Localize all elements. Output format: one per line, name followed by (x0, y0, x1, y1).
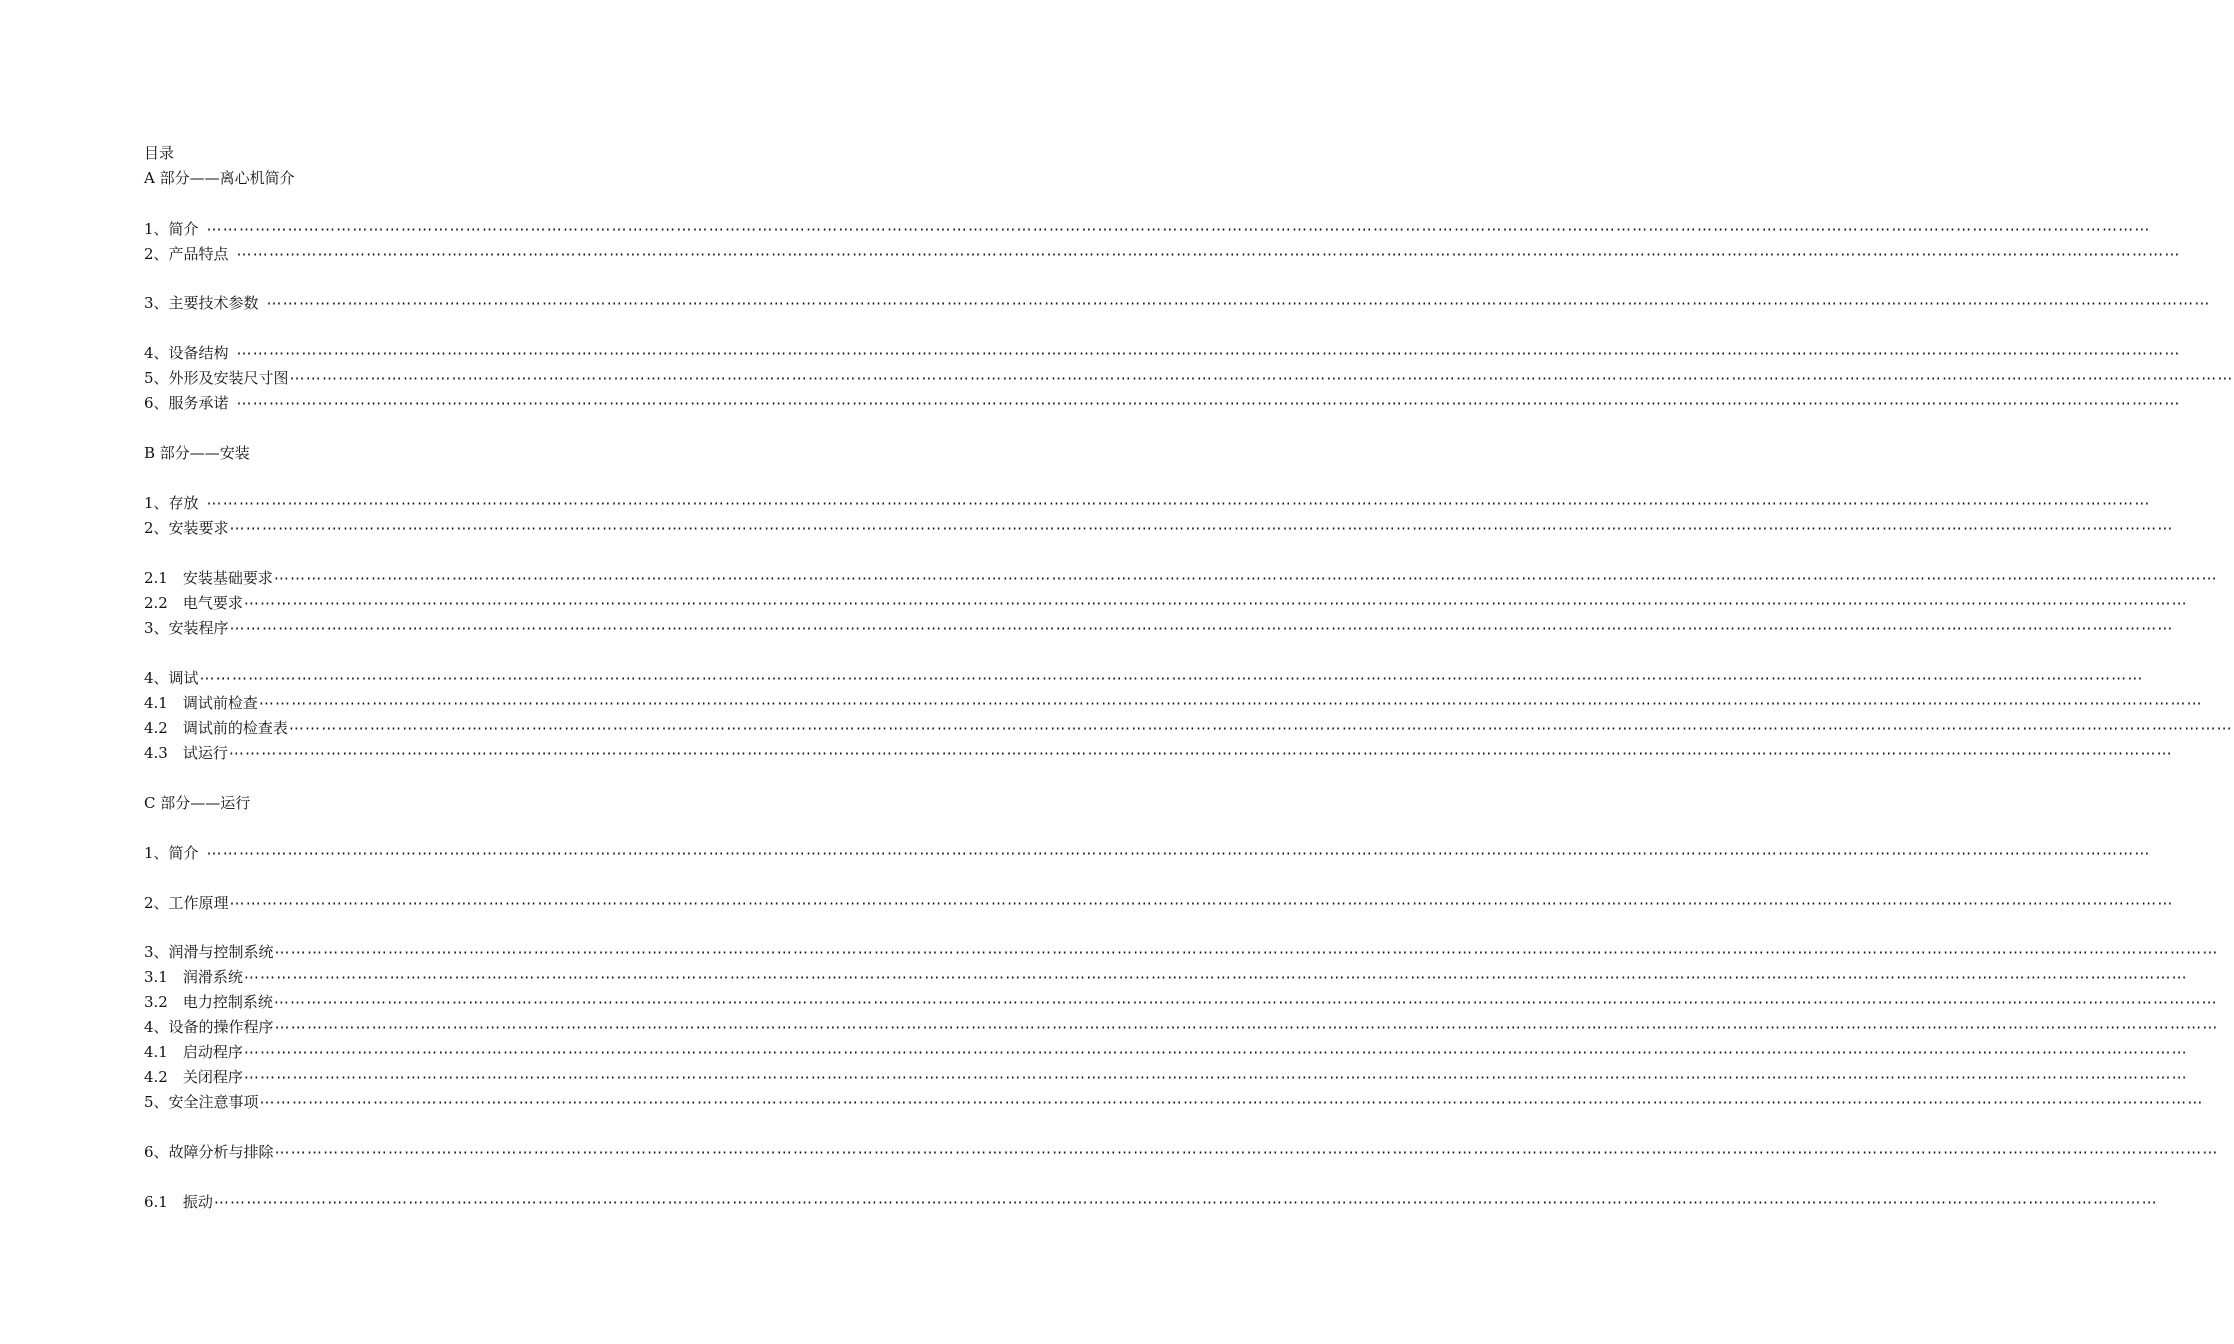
dot-leader: ⋯⋯⋯⋯⋯⋯⋯⋯⋯⋯⋯⋯⋯⋯⋯⋯⋯⋯⋯⋯⋯⋯⋯⋯⋯⋯⋯⋯⋯⋯⋯⋯⋯⋯⋯⋯⋯⋯⋯⋯⋯⋯⋯⋯⋯⋯⋯⋯⋯⋯⋯⋯⋯⋯⋯⋯⋯⋯⋯⋯⋯⋯⋯⋯⋯⋯⋯⋯⋯⋯⋯⋯⋯⋯⋯⋯⋯⋯⋯⋯⋯⋯⋯⋯⋯⋯⋯⋯⋯⋯⋯⋯⋯⋯⋯⋯⋯⋯⋯⋯⋯⋯⋯⋯⋯⋯⋯⋯⋯⋯⋯⋯⋯⋯⋯⋯⋯⋯⋯⋯ (236, 245, 2181, 263)
dot-leader: ⋯⋯⋯⋯⋯⋯⋯⋯⋯⋯⋯⋯⋯⋯⋯⋯⋯⋯⋯⋯⋯⋯⋯⋯⋯⋯⋯⋯⋯⋯⋯⋯⋯⋯⋯⋯⋯⋯⋯⋯⋯⋯⋯⋯⋯⋯⋯⋯⋯⋯⋯⋯⋯⋯⋯⋯⋯⋯⋯⋯⋯⋯⋯⋯⋯⋯⋯⋯⋯⋯⋯⋯⋯⋯⋯⋯⋯⋯⋯⋯⋯⋯⋯⋯⋯⋯⋯⋯⋯⋯⋯⋯⋯⋯⋯⋯⋯⋯⋯⋯⋯⋯⋯⋯⋯⋯⋯⋯⋯⋯⋯⋯⋯⋯⋯⋯⋯⋯⋯⋯ (229, 519, 2174, 537)
toc-section-heading (144, 792, 250, 814)
toc-entry-label: 4、设备结构 (144, 344, 229, 362)
toc-entry (144, 567, 2218, 589)
toc-entry-label: 5、安全注意事项 (144, 1093, 259, 1111)
toc-entry (144, 842, 2151, 864)
dot-leader: ⋯⋯⋯⋯⋯⋯⋯⋯⋯⋯⋯⋯⋯⋯⋯⋯⋯⋯⋯⋯⋯⋯⋯⋯⋯⋯⋯⋯⋯⋯⋯⋯⋯⋯⋯⋯⋯⋯⋯⋯⋯⋯⋯⋯⋯⋯⋯⋯⋯⋯⋯⋯⋯⋯⋯⋯⋯⋯⋯⋯⋯⋯⋯⋯⋯⋯⋯⋯⋯⋯⋯⋯⋯⋯⋯⋯⋯⋯⋯⋯⋯⋯⋯⋯⋯⋯⋯⋯⋯⋯⋯⋯⋯⋯⋯⋯⋯⋯⋯⋯⋯⋯⋯⋯⋯⋯⋯⋯⋯⋯⋯⋯⋯⋯⋯⋯⋯⋯⋯⋯ (236, 394, 2181, 412)
toc-entry (144, 243, 2181, 265)
toc-entry-label: 2、安装要求 (144, 519, 229, 537)
dot-leader: ⋯⋯⋯⋯⋯⋯⋯⋯⋯⋯⋯⋯⋯⋯⋯⋯⋯⋯⋯⋯⋯⋯⋯⋯⋯⋯⋯⋯⋯⋯⋯⋯⋯⋯⋯⋯⋯⋯⋯⋯⋯⋯⋯⋯⋯⋯⋯⋯⋯⋯⋯⋯⋯⋯⋯⋯⋯⋯⋯⋯⋯⋯⋯⋯⋯⋯⋯⋯⋯⋯⋯⋯⋯⋯⋯⋯⋯⋯⋯⋯⋯⋯⋯⋯⋯⋯⋯⋯⋯⋯⋯⋯⋯⋯⋯⋯⋯⋯⋯⋯⋯⋯⋯⋯⋯⋯⋯⋯⋯⋯⋯⋯⋯⋯⋯⋯⋯⋯⋯⋯ (288, 719, 2233, 737)
dot-leader: ⋯⋯⋯⋯⋯⋯⋯⋯⋯⋯⋯⋯⋯⋯⋯⋯⋯⋯⋯⋯⋯⋯⋯⋯⋯⋯⋯⋯⋯⋯⋯⋯⋯⋯⋯⋯⋯⋯⋯⋯⋯⋯⋯⋯⋯⋯⋯⋯⋯⋯⋯⋯⋯⋯⋯⋯⋯⋯⋯⋯⋯⋯⋯⋯⋯⋯⋯⋯⋯⋯⋯⋯⋯⋯⋯⋯⋯⋯⋯⋯⋯⋯⋯⋯⋯⋯⋯⋯⋯⋯⋯⋯⋯⋯⋯⋯⋯⋯⋯⋯⋯⋯⋯⋯⋯⋯⋯⋯⋯⋯⋯⋯⋯⋯⋯⋯⋯⋯⋯⋯ (243, 968, 2188, 986)
toc-entry-label: 5、外形及安装尺寸图 (144, 369, 289, 387)
dot-leader: ⋯⋯⋯⋯⋯⋯⋯⋯⋯⋯⋯⋯⋯⋯⋯⋯⋯⋯⋯⋯⋯⋯⋯⋯⋯⋯⋯⋯⋯⋯⋯⋯⋯⋯⋯⋯⋯⋯⋯⋯⋯⋯⋯⋯⋯⋯⋯⋯⋯⋯⋯⋯⋯⋯⋯⋯⋯⋯⋯⋯⋯⋯⋯⋯⋯⋯⋯⋯⋯⋯⋯⋯⋯⋯⋯⋯⋯⋯⋯⋯⋯⋯⋯⋯⋯⋯⋯⋯⋯⋯⋯⋯⋯⋯⋯⋯⋯⋯⋯⋯⋯⋯⋯⋯⋯⋯⋯⋯⋯⋯⋯⋯⋯⋯⋯⋯⋯⋯⋯⋯ (243, 1068, 2188, 1086)
toc-entry (144, 342, 2181, 364)
toc-entry-label: 6.1 振动 (144, 1193, 213, 1211)
toc-entry-label: 4.3 试运行 (144, 744, 228, 762)
dot-leader: ⋯⋯⋯⋯⋯⋯⋯⋯⋯⋯⋯⋯⋯⋯⋯⋯⋯⋯⋯⋯⋯⋯⋯⋯⋯⋯⋯⋯⋯⋯⋯⋯⋯⋯⋯⋯⋯⋯⋯⋯⋯⋯⋯⋯⋯⋯⋯⋯⋯⋯⋯⋯⋯⋯⋯⋯⋯⋯⋯⋯⋯⋯⋯⋯⋯⋯⋯⋯⋯⋯⋯⋯⋯⋯⋯⋯⋯⋯⋯⋯⋯⋯⋯⋯⋯⋯⋯⋯⋯⋯⋯⋯⋯⋯⋯⋯⋯⋯⋯⋯⋯⋯⋯⋯⋯⋯⋯⋯⋯⋯⋯⋯⋯⋯⋯⋯⋯⋯⋯⋯ (273, 569, 2218, 587)
toc-entry (144, 717, 2233, 739)
toc-entry-label: 1、简介 (144, 844, 199, 862)
toc-entry (144, 892, 2174, 914)
toc-entry (144, 392, 2181, 414)
toc-entry-label: 3、润滑与控制系统 (144, 943, 274, 961)
dot-leader: ⋯⋯⋯⋯⋯⋯⋯⋯⋯⋯⋯⋯⋯⋯⋯⋯⋯⋯⋯⋯⋯⋯⋯⋯⋯⋯⋯⋯⋯⋯⋯⋯⋯⋯⋯⋯⋯⋯⋯⋯⋯⋯⋯⋯⋯⋯⋯⋯⋯⋯⋯⋯⋯⋯⋯⋯⋯⋯⋯⋯⋯⋯⋯⋯⋯⋯⋯⋯⋯⋯⋯⋯⋯⋯⋯⋯⋯⋯⋯⋯⋯⋯⋯⋯⋯⋯⋯⋯⋯⋯⋯⋯⋯⋯⋯⋯⋯⋯⋯⋯⋯⋯⋯⋯⋯⋯⋯⋯⋯⋯⋯⋯⋯⋯⋯⋯⋯⋯⋯⋯ (206, 494, 2151, 512)
toc-entry-label: 3.2 电力控制系统 (144, 993, 273, 1011)
toc-entry (144, 1141, 2219, 1163)
toc-entry-label: 2、产品特点 (144, 245, 229, 263)
toc-entry (144, 1016, 2219, 1038)
dot-leader: ⋯⋯⋯⋯⋯⋯⋯⋯⋯⋯⋯⋯⋯⋯⋯⋯⋯⋯⋯⋯⋯⋯⋯⋯⋯⋯⋯⋯⋯⋯⋯⋯⋯⋯⋯⋯⋯⋯⋯⋯⋯⋯⋯⋯⋯⋯⋯⋯⋯⋯⋯⋯⋯⋯⋯⋯⋯⋯⋯⋯⋯⋯⋯⋯⋯⋯⋯⋯⋯⋯⋯⋯⋯⋯⋯⋯⋯⋯⋯⋯⋯⋯⋯⋯⋯⋯⋯⋯⋯⋯⋯⋯⋯⋯⋯⋯⋯⋯⋯⋯⋯⋯⋯⋯⋯⋯⋯⋯⋯⋯⋯⋯⋯⋯⋯⋯⋯⋯⋯⋯ (289, 369, 2234, 387)
dot-leader: ⋯⋯⋯⋯⋯⋯⋯⋯⋯⋯⋯⋯⋯⋯⋯⋯⋯⋯⋯⋯⋯⋯⋯⋯⋯⋯⋯⋯⋯⋯⋯⋯⋯⋯⋯⋯⋯⋯⋯⋯⋯⋯⋯⋯⋯⋯⋯⋯⋯⋯⋯⋯⋯⋯⋯⋯⋯⋯⋯⋯⋯⋯⋯⋯⋯⋯⋯⋯⋯⋯⋯⋯⋯⋯⋯⋯⋯⋯⋯⋯⋯⋯⋯⋯⋯⋯⋯⋯⋯⋯⋯⋯⋯⋯⋯⋯⋯⋯⋯⋯⋯⋯⋯⋯⋯⋯⋯⋯⋯⋯⋯⋯⋯⋯⋯⋯⋯⋯⋯⋯ (258, 694, 2203, 712)
toc-entry (144, 617, 2174, 639)
toc-entry-label: C 部分——运行 (144, 794, 251, 812)
toc-entry (144, 1041, 2188, 1063)
toc-entry (144, 966, 2188, 988)
toc-entry-label: 6、故障分析与排除 (144, 1143, 274, 1161)
toc-entry-label: 2.1 安装基础要求 (144, 569, 273, 587)
dot-leader: ⋯⋯⋯⋯⋯⋯⋯⋯⋯⋯⋯⋯⋯⋯⋯⋯⋯⋯⋯⋯⋯⋯⋯⋯⋯⋯⋯⋯⋯⋯⋯⋯⋯⋯⋯⋯⋯⋯⋯⋯⋯⋯⋯⋯⋯⋯⋯⋯⋯⋯⋯⋯⋯⋯⋯⋯⋯⋯⋯⋯⋯⋯⋯⋯⋯⋯⋯⋯⋯⋯⋯⋯⋯⋯⋯⋯⋯⋯⋯⋯⋯⋯⋯⋯⋯⋯⋯⋯⋯⋯⋯⋯⋯⋯⋯⋯⋯⋯⋯⋯⋯⋯⋯⋯⋯⋯⋯⋯⋯⋯⋯⋯⋯⋯⋯⋯⋯⋯⋯⋯ (228, 744, 2173, 762)
toc-entry (144, 991, 2218, 1013)
dot-leader: ⋯⋯⋯⋯⋯⋯⋯⋯⋯⋯⋯⋯⋯⋯⋯⋯⋯⋯⋯⋯⋯⋯⋯⋯⋯⋯⋯⋯⋯⋯⋯⋯⋯⋯⋯⋯⋯⋯⋯⋯⋯⋯⋯⋯⋯⋯⋯⋯⋯⋯⋯⋯⋯⋯⋯⋯⋯⋯⋯⋯⋯⋯⋯⋯⋯⋯⋯⋯⋯⋯⋯⋯⋯⋯⋯⋯⋯⋯⋯⋯⋯⋯⋯⋯⋯⋯⋯⋯⋯⋯⋯⋯⋯⋯⋯⋯⋯⋯⋯⋯⋯⋯⋯⋯⋯⋯⋯⋯⋯⋯⋯⋯⋯⋯⋯⋯⋯⋯⋯⋯ (199, 669, 2144, 687)
dot-leader: ⋯⋯⋯⋯⋯⋯⋯⋯⋯⋯⋯⋯⋯⋯⋯⋯⋯⋯⋯⋯⋯⋯⋯⋯⋯⋯⋯⋯⋯⋯⋯⋯⋯⋯⋯⋯⋯⋯⋯⋯⋯⋯⋯⋯⋯⋯⋯⋯⋯⋯⋯⋯⋯⋯⋯⋯⋯⋯⋯⋯⋯⋯⋯⋯⋯⋯⋯⋯⋯⋯⋯⋯⋯⋯⋯⋯⋯⋯⋯⋯⋯⋯⋯⋯⋯⋯⋯⋯⋯⋯⋯⋯⋯⋯⋯⋯⋯⋯⋯⋯⋯⋯⋯⋯⋯⋯⋯⋯⋯⋯⋯⋯⋯⋯⋯⋯⋯⋯⋯⋯ (229, 894, 2174, 912)
toc-entry-label: 4.2 调试前的检查表 (144, 719, 288, 737)
toc-entry (144, 367, 2234, 389)
toc-entry (144, 517, 2174, 539)
toc-section-heading (144, 442, 250, 464)
toc-entry-label: 6、服务承诺 (144, 394, 229, 412)
toc-entry (144, 218, 2151, 240)
toc-title (144, 142, 174, 164)
toc-entry (144, 667, 2144, 689)
dot-leader: ⋯⋯⋯⋯⋯⋯⋯⋯⋯⋯⋯⋯⋯⋯⋯⋯⋯⋯⋯⋯⋯⋯⋯⋯⋯⋯⋯⋯⋯⋯⋯⋯⋯⋯⋯⋯⋯⋯⋯⋯⋯⋯⋯⋯⋯⋯⋯⋯⋯⋯⋯⋯⋯⋯⋯⋯⋯⋯⋯⋯⋯⋯⋯⋯⋯⋯⋯⋯⋯⋯⋯⋯⋯⋯⋯⋯⋯⋯⋯⋯⋯⋯⋯⋯⋯⋯⋯⋯⋯⋯⋯⋯⋯⋯⋯⋯⋯⋯⋯⋯⋯⋯⋯⋯⋯⋯⋯⋯⋯⋯⋯⋯⋯⋯⋯⋯⋯⋯⋯⋯ (273, 993, 2218, 1011)
toc-title-text: 目录 (144, 144, 175, 162)
dot-leader: ⋯⋯⋯⋯⋯⋯⋯⋯⋯⋯⋯⋯⋯⋯⋯⋯⋯⋯⋯⋯⋯⋯⋯⋯⋯⋯⋯⋯⋯⋯⋯⋯⋯⋯⋯⋯⋯⋯⋯⋯⋯⋯⋯⋯⋯⋯⋯⋯⋯⋯⋯⋯⋯⋯⋯⋯⋯⋯⋯⋯⋯⋯⋯⋯⋯⋯⋯⋯⋯⋯⋯⋯⋯⋯⋯⋯⋯⋯⋯⋯⋯⋯⋯⋯⋯⋯⋯⋯⋯⋯⋯⋯⋯⋯⋯⋯⋯⋯⋯⋯⋯⋯⋯⋯⋯⋯⋯⋯⋯⋯⋯⋯⋯⋯⋯⋯⋯⋯⋯⋯ (236, 344, 2181, 362)
toc-entry-label: 1、简介 (144, 220, 199, 238)
toc-entry (144, 1091, 2204, 1113)
dot-leader: ⋯⋯⋯⋯⋯⋯⋯⋯⋯⋯⋯⋯⋯⋯⋯⋯⋯⋯⋯⋯⋯⋯⋯⋯⋯⋯⋯⋯⋯⋯⋯⋯⋯⋯⋯⋯⋯⋯⋯⋯⋯⋯⋯⋯⋯⋯⋯⋯⋯⋯⋯⋯⋯⋯⋯⋯⋯⋯⋯⋯⋯⋯⋯⋯⋯⋯⋯⋯⋯⋯⋯⋯⋯⋯⋯⋯⋯⋯⋯⋯⋯⋯⋯⋯⋯⋯⋯⋯⋯⋯⋯⋯⋯⋯⋯⋯⋯⋯⋯⋯⋯⋯⋯⋯⋯⋯⋯⋯⋯⋯⋯⋯⋯⋯⋯⋯⋯⋯⋯⋯ (229, 619, 2174, 637)
toc-entry (144, 492, 2151, 514)
dot-leader: ⋯⋯⋯⋯⋯⋯⋯⋯⋯⋯⋯⋯⋯⋯⋯⋯⋯⋯⋯⋯⋯⋯⋯⋯⋯⋯⋯⋯⋯⋯⋯⋯⋯⋯⋯⋯⋯⋯⋯⋯⋯⋯⋯⋯⋯⋯⋯⋯⋯⋯⋯⋯⋯⋯⋯⋯⋯⋯⋯⋯⋯⋯⋯⋯⋯⋯⋯⋯⋯⋯⋯⋯⋯⋯⋯⋯⋯⋯⋯⋯⋯⋯⋯⋯⋯⋯⋯⋯⋯⋯⋯⋯⋯⋯⋯⋯⋯⋯⋯⋯⋯⋯⋯⋯⋯⋯⋯⋯⋯⋯⋯⋯⋯⋯⋯⋯⋯⋯⋯⋯ (206, 220, 2151, 238)
toc-section-heading (144, 167, 295, 189)
toc-entry (144, 292, 2211, 314)
toc-entry-label: 4、设备的操作程序 (144, 1018, 274, 1036)
toc-entry-label: 3、安装程序 (144, 619, 229, 637)
toc-entry-label: 2.2 电气要求 (144, 594, 243, 612)
toc-entry-label: B 部分——安装 (144, 444, 250, 462)
toc-entry (144, 1191, 2158, 1213)
toc-entry-label: 1、存放 (144, 494, 199, 512)
dot-leader: ⋯⋯⋯⋯⋯⋯⋯⋯⋯⋯⋯⋯⋯⋯⋯⋯⋯⋯⋯⋯⋯⋯⋯⋯⋯⋯⋯⋯⋯⋯⋯⋯⋯⋯⋯⋯⋯⋯⋯⋯⋯⋯⋯⋯⋯⋯⋯⋯⋯⋯⋯⋯⋯⋯⋯⋯⋯⋯⋯⋯⋯⋯⋯⋯⋯⋯⋯⋯⋯⋯⋯⋯⋯⋯⋯⋯⋯⋯⋯⋯⋯⋯⋯⋯⋯⋯⋯⋯⋯⋯⋯⋯⋯⋯⋯⋯⋯⋯⋯⋯⋯⋯⋯⋯⋯⋯⋯⋯⋯⋯⋯⋯⋯⋯⋯⋯⋯⋯⋯⋯ (243, 1043, 2188, 1061)
toc-entry-label: 3.1 润滑系统 (144, 968, 243, 986)
toc-entry-label: 4.1 调试前检查 (144, 694, 258, 712)
toc-entry (144, 941, 2219, 963)
toc-entry-label: 4、调试 (144, 669, 199, 687)
dot-leader: ⋯⋯⋯⋯⋯⋯⋯⋯⋯⋯⋯⋯⋯⋯⋯⋯⋯⋯⋯⋯⋯⋯⋯⋯⋯⋯⋯⋯⋯⋯⋯⋯⋯⋯⋯⋯⋯⋯⋯⋯⋯⋯⋯⋯⋯⋯⋯⋯⋯⋯⋯⋯⋯⋯⋯⋯⋯⋯⋯⋯⋯⋯⋯⋯⋯⋯⋯⋯⋯⋯⋯⋯⋯⋯⋯⋯⋯⋯⋯⋯⋯⋯⋯⋯⋯⋯⋯⋯⋯⋯⋯⋯⋯⋯⋯⋯⋯⋯⋯⋯⋯⋯⋯⋯⋯⋯⋯⋯⋯⋯⋯⋯⋯⋯⋯⋯⋯⋯⋯⋯ (274, 943, 2219, 961)
dot-leader: ⋯⋯⋯⋯⋯⋯⋯⋯⋯⋯⋯⋯⋯⋯⋯⋯⋯⋯⋯⋯⋯⋯⋯⋯⋯⋯⋯⋯⋯⋯⋯⋯⋯⋯⋯⋯⋯⋯⋯⋯⋯⋯⋯⋯⋯⋯⋯⋯⋯⋯⋯⋯⋯⋯⋯⋯⋯⋯⋯⋯⋯⋯⋯⋯⋯⋯⋯⋯⋯⋯⋯⋯⋯⋯⋯⋯⋯⋯⋯⋯⋯⋯⋯⋯⋯⋯⋯⋯⋯⋯⋯⋯⋯⋯⋯⋯⋯⋯⋯⋯⋯⋯⋯⋯⋯⋯⋯⋯⋯⋯⋯⋯⋯⋯⋯⋯⋯⋯⋯⋯ (274, 1143, 2219, 1161)
dot-leader: ⋯⋯⋯⋯⋯⋯⋯⋯⋯⋯⋯⋯⋯⋯⋯⋯⋯⋯⋯⋯⋯⋯⋯⋯⋯⋯⋯⋯⋯⋯⋯⋯⋯⋯⋯⋯⋯⋯⋯⋯⋯⋯⋯⋯⋯⋯⋯⋯⋯⋯⋯⋯⋯⋯⋯⋯⋯⋯⋯⋯⋯⋯⋯⋯⋯⋯⋯⋯⋯⋯⋯⋯⋯⋯⋯⋯⋯⋯⋯⋯⋯⋯⋯⋯⋯⋯⋯⋯⋯⋯⋯⋯⋯⋯⋯⋯⋯⋯⋯⋯⋯⋯⋯⋯⋯⋯⋯⋯⋯⋯⋯⋯⋯⋯⋯⋯⋯⋯⋯⋯ (259, 1093, 2204, 1111)
toc-entry-label: 4.2 关闭程序 (144, 1068, 243, 1086)
toc-entry-label: 3、主要技术参数 (144, 294, 259, 312)
toc-entry-label: 2、工作原理 (144, 894, 229, 912)
dot-leader: ⋯⋯⋯⋯⋯⋯⋯⋯⋯⋯⋯⋯⋯⋯⋯⋯⋯⋯⋯⋯⋯⋯⋯⋯⋯⋯⋯⋯⋯⋯⋯⋯⋯⋯⋯⋯⋯⋯⋯⋯⋯⋯⋯⋯⋯⋯⋯⋯⋯⋯⋯⋯⋯⋯⋯⋯⋯⋯⋯⋯⋯⋯⋯⋯⋯⋯⋯⋯⋯⋯⋯⋯⋯⋯⋯⋯⋯⋯⋯⋯⋯⋯⋯⋯⋯⋯⋯⋯⋯⋯⋯⋯⋯⋯⋯⋯⋯⋯⋯⋯⋯⋯⋯⋯⋯⋯⋯⋯⋯⋯⋯⋯⋯⋯⋯⋯⋯⋯⋯⋯ (213, 1193, 2158, 1211)
dot-leader: ⋯⋯⋯⋯⋯⋯⋯⋯⋯⋯⋯⋯⋯⋯⋯⋯⋯⋯⋯⋯⋯⋯⋯⋯⋯⋯⋯⋯⋯⋯⋯⋯⋯⋯⋯⋯⋯⋯⋯⋯⋯⋯⋯⋯⋯⋯⋯⋯⋯⋯⋯⋯⋯⋯⋯⋯⋯⋯⋯⋯⋯⋯⋯⋯⋯⋯⋯⋯⋯⋯⋯⋯⋯⋯⋯⋯⋯⋯⋯⋯⋯⋯⋯⋯⋯⋯⋯⋯⋯⋯⋯⋯⋯⋯⋯⋯⋯⋯⋯⋯⋯⋯⋯⋯⋯⋯⋯⋯⋯⋯⋯⋯⋯⋯⋯⋯⋯⋯⋯⋯ (206, 844, 2151, 862)
toc-entry-label: 4.1 启动程序 (144, 1043, 243, 1061)
toc-entry (144, 742, 2173, 764)
toc-entry (144, 592, 2188, 614)
dot-leader: ⋯⋯⋯⋯⋯⋯⋯⋯⋯⋯⋯⋯⋯⋯⋯⋯⋯⋯⋯⋯⋯⋯⋯⋯⋯⋯⋯⋯⋯⋯⋯⋯⋯⋯⋯⋯⋯⋯⋯⋯⋯⋯⋯⋯⋯⋯⋯⋯⋯⋯⋯⋯⋯⋯⋯⋯⋯⋯⋯⋯⋯⋯⋯⋯⋯⋯⋯⋯⋯⋯⋯⋯⋯⋯⋯⋯⋯⋯⋯⋯⋯⋯⋯⋯⋯⋯⋯⋯⋯⋯⋯⋯⋯⋯⋯⋯⋯⋯⋯⋯⋯⋯⋯⋯⋯⋯⋯⋯⋯⋯⋯⋯⋯⋯⋯⋯⋯⋯⋯⋯ (243, 594, 2188, 612)
toc-entry (144, 692, 2203, 714)
dot-leader: ⋯⋯⋯⋯⋯⋯⋯⋯⋯⋯⋯⋯⋯⋯⋯⋯⋯⋯⋯⋯⋯⋯⋯⋯⋯⋯⋯⋯⋯⋯⋯⋯⋯⋯⋯⋯⋯⋯⋯⋯⋯⋯⋯⋯⋯⋯⋯⋯⋯⋯⋯⋯⋯⋯⋯⋯⋯⋯⋯⋯⋯⋯⋯⋯⋯⋯⋯⋯⋯⋯⋯⋯⋯⋯⋯⋯⋯⋯⋯⋯⋯⋯⋯⋯⋯⋯⋯⋯⋯⋯⋯⋯⋯⋯⋯⋯⋯⋯⋯⋯⋯⋯⋯⋯⋯⋯⋯⋯⋯⋯⋯⋯⋯⋯⋯⋯⋯⋯⋯⋯ (274, 1018, 2219, 1036)
dot-leader: ⋯⋯⋯⋯⋯⋯⋯⋯⋯⋯⋯⋯⋯⋯⋯⋯⋯⋯⋯⋯⋯⋯⋯⋯⋯⋯⋯⋯⋯⋯⋯⋯⋯⋯⋯⋯⋯⋯⋯⋯⋯⋯⋯⋯⋯⋯⋯⋯⋯⋯⋯⋯⋯⋯⋯⋯⋯⋯⋯⋯⋯⋯⋯⋯⋯⋯⋯⋯⋯⋯⋯⋯⋯⋯⋯⋯⋯⋯⋯⋯⋯⋯⋯⋯⋯⋯⋯⋯⋯⋯⋯⋯⋯⋯⋯⋯⋯⋯⋯⋯⋯⋯⋯⋯⋯⋯⋯⋯⋯⋯⋯⋯⋯⋯⋯⋯⋯⋯⋯⋯ (266, 294, 2211, 312)
toc-entry-label: A 部分——离心机简介 (144, 169, 295, 187)
toc-entry (144, 1066, 2188, 1088)
